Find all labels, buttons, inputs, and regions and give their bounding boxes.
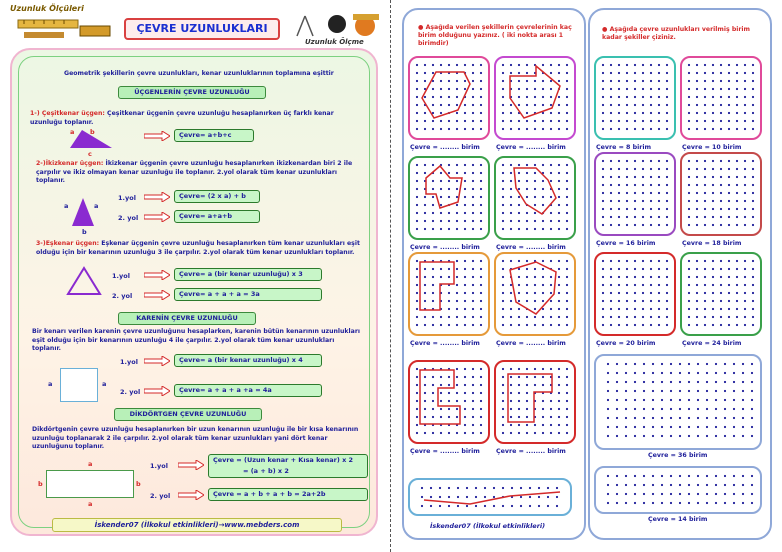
- given-perimeter-caption: Çevre = 36 birim: [648, 452, 708, 459]
- blank-perimeter-caption: Çevre = ........ birim: [496, 144, 566, 151]
- way1-label: 1.yol: [120, 358, 138, 366]
- dot-grid: [596, 468, 760, 512]
- right-worksheet: [394, 0, 782, 552]
- given-perimeter-caption: Çevre = 10 birim: [682, 144, 742, 151]
- way2-label: 2. yol: [112, 292, 133, 300]
- perimeter-grid-4: [494, 156, 576, 240]
- blank-perimeter-caption: Çevre = ........ birim: [410, 244, 480, 251]
- square-text: Bir kenarı verilen karenin çevre uzunluğunu hesaplarken, karenin bütün kenarının uzunlukları eşit olduğu için bir kenarının uzunluğu 4 ile çarpılır. 2.yol olarak tüm kenar uzunlukları toplanır.: [32, 328, 361, 352]
- dot-grid: [410, 480, 570, 514]
- draw-grid-2[interactable]: [680, 56, 762, 140]
- right-instructions: ● Aşağıda çevre uzunlukları verilmiş birim kadar şekiller çiziniz.: [602, 26, 750, 41]
- draw-grid-3[interactable]: [594, 152, 676, 236]
- given-perimeter-caption: Çevre = 16 birim: [596, 240, 656, 247]
- arrow-right-icon: [144, 192, 170, 202]
- blank-perimeter-caption: Çevre = ........ birim: [496, 448, 566, 455]
- draw-grid-8[interactable]: [594, 466, 762, 514]
- equilateral-formula-1: Çevre= a (bir kenar uzunluğu) x 3: [174, 268, 322, 281]
- rectangle-shape: [46, 470, 134, 498]
- perimeter-polygon: [510, 262, 556, 314]
- given-perimeter-caption: Çevre = 20 birim: [596, 340, 656, 347]
- isosceles-formula-2: Çevre= a+a+b: [174, 210, 260, 223]
- label-b: b: [90, 128, 95, 136]
- header-illustration: [295, 12, 385, 44]
- measuring-tools-icon: [14, 12, 114, 42]
- dot-grid: [496, 158, 574, 238]
- label-a: a: [102, 380, 107, 388]
- label-a: a: [94, 202, 99, 210]
- label-a: a: [88, 500, 93, 508]
- dot-grid: [410, 362, 488, 442]
- arrow-right-icon: [144, 131, 170, 141]
- square-formula-1: Çevre= a (bir kenar uzunluğu) x 4: [174, 354, 322, 367]
- perimeter-grid-7: [408, 360, 490, 444]
- dot-grid: [410, 158, 488, 238]
- arrow-right-icon: [144, 356, 170, 366]
- perimeter-polygon: [420, 370, 460, 424]
- perimeter-grid-5: [408, 252, 490, 336]
- way2-label: 2. yol: [120, 388, 141, 396]
- rectangle-text: Dikdörtgenin çevre uzunluğu hesaplanırken bir uzun kenarının uzunluğu ile bir kısa kenarının uzunluğu toplanarak 2 ile çarpılır. 2.yol olarak tüm kenar uzunlukları yani dört kenar uzunluğunu toplanır.: [32, 426, 359, 450]
- scalene-text: 1-) Çeşitkenar üçgen: Çeşitkenar üçgenin çevre uzunluğu hesaplanırken üç farklı kenar uzunluğu toplanır.: [30, 110, 334, 126]
- arrow-right-icon: [144, 270, 170, 280]
- arrow-right-icon: [178, 460, 204, 470]
- draw-grid-7[interactable]: [594, 354, 762, 450]
- section-rectangle: DİKDÖRTGEN ÇEVRE UZUNLUĞU: [114, 408, 262, 421]
- intro-text: Geometrik şekillerin çevre uzunlukları, kenar uzunluklarının toplamına eşittir: [64, 70, 334, 77]
- section-square: KARENİN ÇEVRE UZUNLUĞU: [118, 312, 256, 325]
- label-a: a: [64, 202, 69, 210]
- draw-grid-6[interactable]: [680, 252, 762, 336]
- page-divider: [390, 0, 391, 552]
- rectangle-formula-1: [208, 454, 368, 478]
- logo-caption: Uzunluk Ölçme: [305, 38, 364, 46]
- isosceles-text: 2-)İkizkenar üçgen: İkizkenar üçgenin çevre uzunluğu hesaplanırken ikizkenardan biri 2 ile çarpılır ve ikiz olmayan kenar uzunluğu ile toplanır. 2.yol olarak tüm kenar uzunlukları toplanır.: [36, 160, 353, 184]
- dot-grid: [410, 254, 488, 334]
- dot-grid: [496, 254, 574, 334]
- way1-label: 1.yol: [118, 194, 136, 202]
- perimeter-polygon: [424, 492, 560, 504]
- draw-grid-5[interactable]: [594, 252, 676, 336]
- blank-perimeter-caption: Çevre = ........ birim: [496, 244, 566, 251]
- lesson-board: [10, 48, 378, 536]
- label-b: b: [38, 480, 43, 488]
- blank-perimeter-caption: Çevre = ........ birim: [496, 340, 566, 347]
- scalene-formula: Çevre= a+b+c: [174, 129, 254, 142]
- given-perimeter-caption: Çevre = 8 birim: [596, 144, 652, 151]
- dot-grid: [682, 58, 760, 138]
- given-perimeter-caption: Çevre = 18 birim: [682, 240, 742, 247]
- way1-label: 1.yol: [112, 272, 130, 280]
- square-formula-2: Çevre= a + a + a +a = 4a: [174, 384, 322, 397]
- dot-grid: [596, 356, 760, 448]
- perimeter-polygon: [422, 72, 470, 118]
- rectangle-formula-1a: Çevre = (Uzun kenar + Kısa kenar) x 2: [213, 456, 354, 464]
- dot-grid: [496, 58, 574, 138]
- perimeter-polygon: [508, 374, 552, 422]
- dot-grid: [596, 254, 674, 334]
- dot-grid: [596, 154, 674, 234]
- dot-grid: [682, 154, 760, 234]
- way1-label: 1.yol: [150, 462, 168, 470]
- equilateral-text: 3-)Eşkenar üçgen: Eşkenar üçgenin çevre uzunluğu hesaplanırken tüm kenar uzunlukları eşit olduğu için bir kenarının uzunluğu 3 ile çarpılır. 2.yol olarak tüm kenar uzunlukları toplanır.: [36, 240, 360, 256]
- given-perimeter-caption: Çevre = 24 birim: [682, 340, 742, 347]
- signature: İskender07 (İlkokul etkinlikleri): [430, 522, 546, 530]
- perimeter-grid-9: [408, 478, 572, 516]
- arrow-right-icon: [144, 386, 170, 396]
- dot-grid: [410, 58, 488, 138]
- page-title: ÇEVRE UZUNLUKLARI: [124, 18, 280, 40]
- left-worksheet: [0, 0, 388, 552]
- left-instructions: ● Aşağıda verilen şekillerin çevrelerinin kaç birim olduğunu yazınız. ( iki nokta arası 1 birimdir): [418, 24, 572, 47]
- perimeter-polygon: [514, 168, 556, 214]
- label-b: b: [82, 228, 87, 236]
- draw-grid-1[interactable]: [594, 56, 676, 140]
- dot-grid: [596, 58, 674, 138]
- footer-credit: İskender07 (İlkokul etkinlikleri)→www.mebders.com: [52, 518, 342, 532]
- perimeter-grid-3: [408, 156, 490, 240]
- arrow-right-icon: [144, 212, 170, 222]
- label-a: a: [48, 380, 53, 388]
- way2-label: 2. yol: [118, 214, 139, 222]
- square-shape: [60, 368, 98, 402]
- label-a: a: [88, 460, 93, 468]
- perimeter-grid-6: [494, 252, 576, 336]
- perimeter-grid-2: [494, 56, 576, 140]
- way2-label: 2. yol: [150, 492, 171, 500]
- equilateral-triangle-shape: [64, 266, 104, 298]
- top-label: Uzunluk Ölçüleri: [10, 4, 84, 13]
- blank-perimeter-caption: Çevre = ........ birim: [410, 448, 480, 455]
- arrow-right-icon: [144, 290, 170, 300]
- label-b: b: [136, 480, 141, 488]
- label-a: a: [70, 128, 75, 136]
- dot-grid: [682, 254, 760, 334]
- draw-grid-4[interactable]: [680, 152, 762, 236]
- blank-perimeter-caption: Çevre = ........ birim: [410, 144, 480, 151]
- arrow-right-icon: [178, 490, 204, 500]
- perimeter-grid-8: [494, 360, 576, 444]
- perimeter-grid-1: [408, 56, 490, 140]
- section-triangles: ÜÇGENLERİN ÇEVRE UZUNLUĞU: [118, 86, 266, 99]
- dot-grid: [496, 362, 574, 442]
- equilateral-formula-2: Çevre= a + a + a = 3a: [174, 288, 322, 301]
- label-c: c: [88, 150, 92, 158]
- rectangle-formula-2: Çevre = a + b + a + b = 2a+2b: [208, 488, 368, 501]
- blank-perimeter-caption: Çevre = ........ birim: [410, 340, 480, 347]
- isosceles-formula-1: Çevre= (2 x a) + b: [174, 190, 260, 203]
- rectangle-formula-1b: = (a + b) x 2: [243, 467, 289, 475]
- given-perimeter-caption: Çevre = 14 birim: [648, 516, 708, 523]
